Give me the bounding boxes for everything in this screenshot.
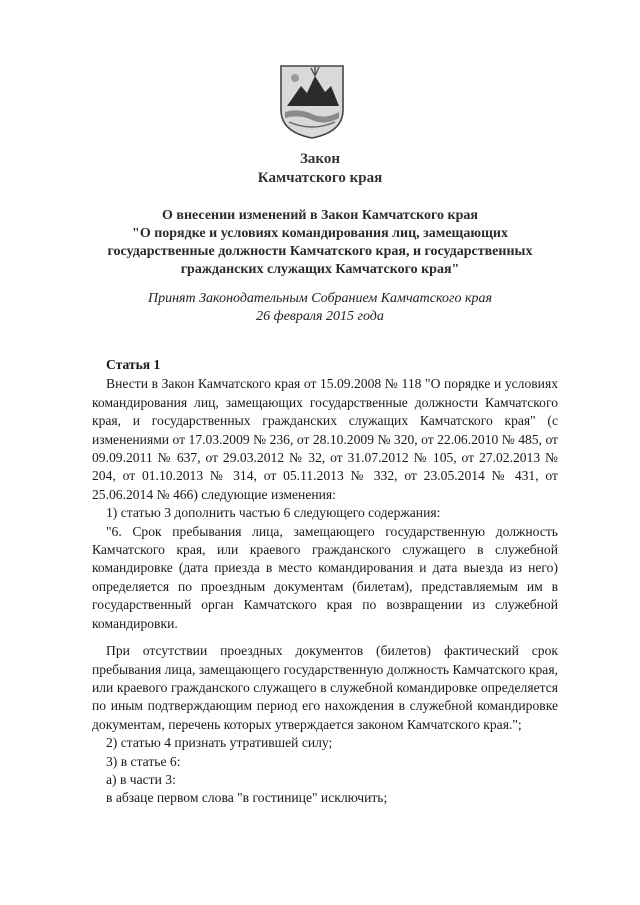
adoption-date: 26 февраля 2015 года	[256, 309, 384, 324]
kamchatka-coat-of-arms-icon	[275, 62, 349, 140]
list-item: в абзаце первом слова "в гостинице" исключить;	[106, 790, 388, 806]
adoption-note-line: Принят Законодательным Собранием Камчатского края	[147, 291, 493, 306]
document-title-block	[0, 150, 640, 188]
law-subject	[60, 207, 580, 279]
article-intro-paragraph: Внести в Закон Камчатского края от 15.09.2008 № 118 "О порядке и условиях командирования лиц, замещающих государственные должности Камчатского края, и государственных гражданских служащих Камчатского края" (с изменениями от 17.03.2009 № 236, от 28.10.2009 № 320, от 22.06.2010 № 485, от 09.09.2011 № 637, от 29.03.2012 № 32, от 31.07.2012 № 105, от 27.02.2013 № 204, от 01.10.2013 № 314, от 05.11.2013 № 332, от 23.05.2014 № 431, от 25.06.2014 № 466) следующие изменения:	[92, 376, 558, 502]
law-subject-line: О внесении изменений в Закон Камчатского края	[162, 208, 478, 223]
law-subject-line: государственные должности Камчатского края, и государственных	[107, 244, 533, 259]
document-title: Закон	[299, 151, 340, 167]
quoted-paragraph: "6. Срок пребывания лица, замещающего государственную должность Камчатского края, или краевого гражданского служащего в служебной командировке (дата приезда в место командирования и дата выезда из него) определяется по проездным документам (билетам), представляемым им в государственный орган Камчатского края по возвращении из служебной командировки.	[92, 523, 558, 631]
list-item: 1) статью 3 дополнить частью 6 следующего содержания:	[106, 505, 441, 521]
list-item: а) в части 3:	[106, 771, 176, 787]
law-subject-line: "О порядке и условиях командирования лиц, замещающих	[132, 226, 508, 241]
adoption-note	[60, 290, 580, 326]
document-region: Камчатского края	[257, 170, 383, 186]
list-item: 2) статью 4 признать утратившей силу;	[106, 735, 333, 751]
list-item: 3) в статье 6:	[106, 753, 181, 769]
article-heading: Статья 1	[106, 357, 161, 372]
document-body	[92, 356, 558, 808]
law-subject-line: гражданских служащих Камчатского края"	[180, 262, 460, 277]
quoted-paragraph: При отсутствии проездных документов (билетов) фактический срок пребывания лица, замещающего государственную должность Камчатского края, или краевого гражданского служащего в служебной командировке определяется по иным подтверждающим период его нахождения в служебной командировке документам, перечень которых утверждается законом Камчатского края.";	[92, 643, 558, 732]
